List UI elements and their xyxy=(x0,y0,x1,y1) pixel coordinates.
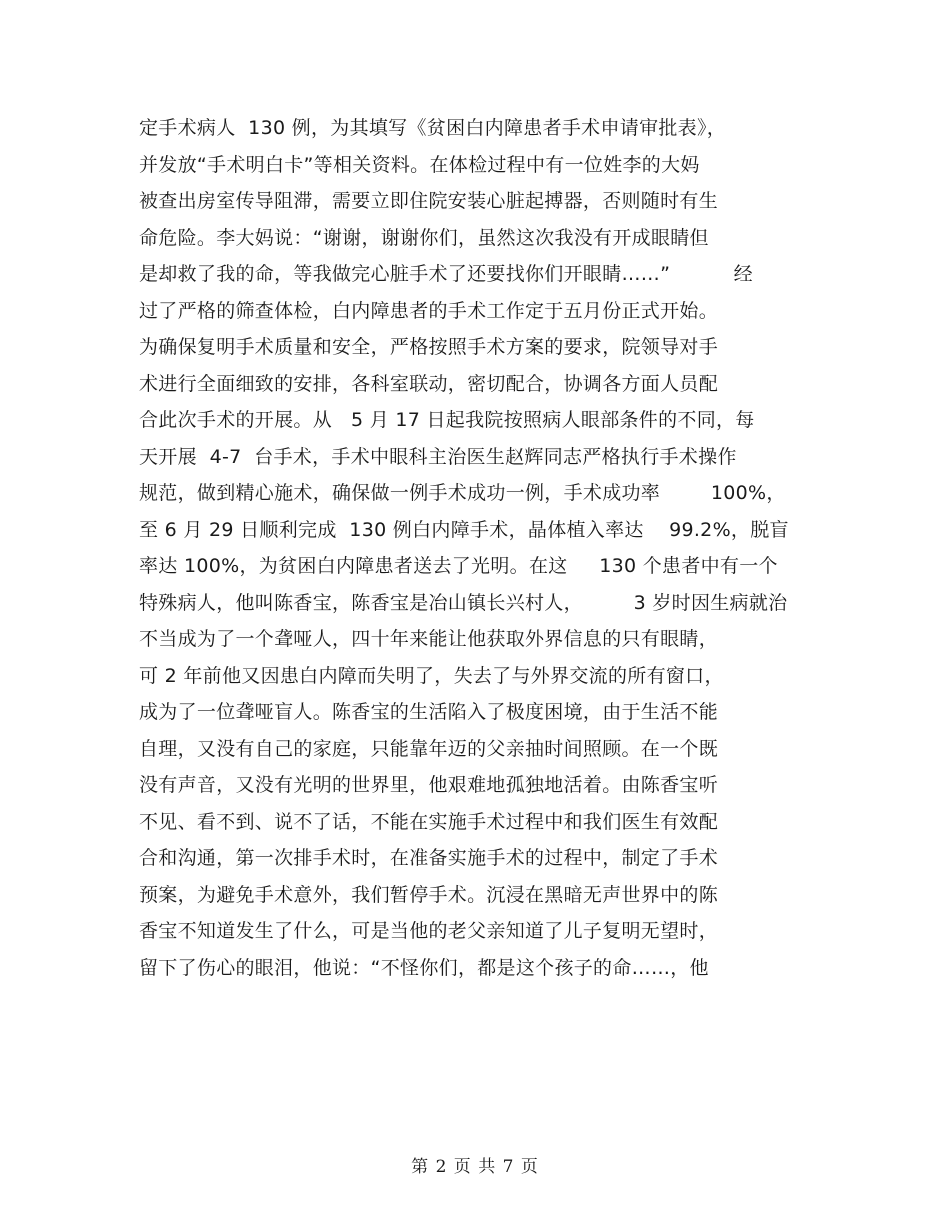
text-line: 被查出房室传导阻滞，需要立即住院安装心脏起搏器，否则随时有生 xyxy=(139,190,719,212)
text-line: 命危险。李大妈说：“谢谢，谢谢你们，虽然这次我没有开成眼睛但 xyxy=(139,226,709,249)
text-line: 合此次手术的开展。从 5 月 17 日起我院按照病人眼部条件的不同，每 xyxy=(139,409,755,431)
text-line: 定手术病人 130 例，为其填写《贫困白内障患者手术申请审批表》， xyxy=(139,117,727,139)
page-number-footer: 第 2 页 共 7 页 xyxy=(411,1157,539,1177)
text-line: 为确保复明手术质量和安全，严格按照手术方案的要求，院领导对手 xyxy=(139,336,719,358)
text-line: 特殊病人，他叫陈香宝，陈香宝是冶山镇长兴村人， 3 岁时因生病就治 xyxy=(139,591,788,614)
text-line: 天开展 4-7 台手术，手术中眼科主治医生赵辉同志严格执行手术操作 xyxy=(139,445,737,468)
text-line: 自理，又没有自己的家庭，只能靠年迈的父亲抽时间照顾。在一个既 xyxy=(139,737,719,760)
text-line: 规范，做到精心施术，确保做一例手术成功一例，手术成功率 100%， xyxy=(139,482,786,504)
text-line: 不当成为了一个聋哑人，四十年来能让他获取外界信息的只有眼睛， xyxy=(139,628,719,650)
text-line: 没有声音，又没有光明的世界里，他艰难地孤独地活着。由陈香宝听 xyxy=(139,774,719,796)
text-line: 预案，为避免手术意外，我们暂停手术。沉浸在黑暗无声世界中的陈 xyxy=(139,883,719,906)
text-line: 过了严格的筛查体检，白内障患者的手术工作定于五月份正式开始。 xyxy=(139,299,719,322)
text-line: 合和沟通，第一次排手术时，在准备实施手术的过程中，制定了手术 xyxy=(139,847,719,869)
text-line: 并发放“手术明白卡”等相关资料。在体检过程中有一位姓李的大妈 xyxy=(139,153,700,176)
text-line: 留下了伤心的眼泪，他说：“不怪你们，都是这个孩子的命……，他 xyxy=(139,956,709,979)
text-line: 是却救了我的命，等我做完心脏手术了还要找你们开眼睛……” 经 xyxy=(139,263,753,285)
text-line: 至 6 月 29 日顺利完成 130 例白内障手术，晶体植入率达 99.2%，脱盲 xyxy=(139,518,789,541)
text-line: 不见、看不到、说不了话，不能在实施手术过程中和我们医生有效配 xyxy=(139,810,719,833)
text-line: 香宝不知道发生了什么，可是当他的老父亲知道了儿子复明无望时， xyxy=(139,920,719,942)
text-line: 可 2 年前他又因患白内障而失明了，失去了与外界交流的所有窗口， xyxy=(139,664,724,687)
text-line: 术进行全面细致的安排，各科室联动，密切配合，协调各方面人员配 xyxy=(139,372,719,395)
text-line: 率达 100%，为贫困白内障患者送去了光明。在这 130 个患者中有一个 xyxy=(139,555,778,577)
text-line: 成为了一位聋哑盲人。陈香宝的生活陷入了极度困境，由于生活不能 xyxy=(139,701,719,723)
body-text xyxy=(139,110,819,986)
